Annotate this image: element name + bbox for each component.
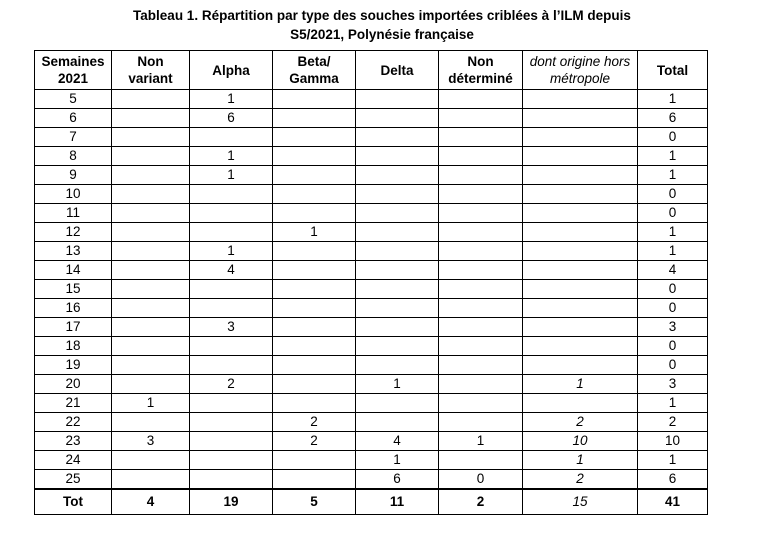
cell-beta-gamma xyxy=(273,109,356,128)
header-non-determine xyxy=(439,51,523,90)
cell-beta-gamma xyxy=(273,90,356,109)
cell-delta: 1 xyxy=(356,375,439,394)
cell-beta-gamma xyxy=(273,394,356,413)
cell-non-determine xyxy=(439,299,523,318)
cell-beta-gamma xyxy=(273,166,356,185)
cell-non-variant xyxy=(112,280,190,299)
header-label-line-1: Delta xyxy=(380,62,414,78)
table-row xyxy=(35,128,708,147)
cell-semaine: 23 xyxy=(35,432,112,451)
cell-total: 3 xyxy=(638,375,708,394)
table-row xyxy=(35,204,708,223)
cell-semaine: 11 xyxy=(35,204,112,223)
header-alpha xyxy=(190,51,273,90)
cell-delta xyxy=(356,204,439,223)
table-row xyxy=(35,109,708,128)
cell-delta xyxy=(356,147,439,166)
cell-origine-hors-metropole xyxy=(523,90,638,109)
cell-beta-gamma xyxy=(273,204,356,223)
cell-delta xyxy=(356,413,439,432)
total-label: Tot xyxy=(35,489,112,515)
table-row xyxy=(35,413,708,432)
cell-non-variant xyxy=(112,261,190,280)
total-delta: 11 xyxy=(356,489,439,515)
cell-beta-gamma xyxy=(273,280,356,299)
table-row xyxy=(35,242,708,261)
cell-total: 6 xyxy=(638,109,708,128)
cell-origine-hors-metropole xyxy=(523,223,638,242)
table-row xyxy=(35,318,708,337)
header-non-variant xyxy=(112,51,190,90)
cell-non-determine xyxy=(439,318,523,337)
cell-beta-gamma: 2 xyxy=(273,413,356,432)
cell-delta: 1 xyxy=(356,451,439,470)
cell-alpha: 3 xyxy=(190,318,273,337)
cell-alpha: 1 xyxy=(190,166,273,185)
cell-total: 0 xyxy=(638,337,708,356)
cell-non-determine xyxy=(439,204,523,223)
cell-origine-hors-metropole xyxy=(523,356,638,375)
cell-alpha: 1 xyxy=(190,90,273,109)
cell-total: 1 xyxy=(638,147,708,166)
repartition-table xyxy=(34,50,708,515)
cell-semaine: 21 xyxy=(35,394,112,413)
total-total: 41 xyxy=(638,489,708,515)
header-label-line-2: variant xyxy=(128,71,173,86)
cell-origine-hors-metropole xyxy=(523,299,638,318)
cell-origine-hors-metropole: 1 xyxy=(523,451,638,470)
cell-delta xyxy=(356,185,439,204)
cell-non-variant xyxy=(112,242,190,261)
table-row xyxy=(35,223,708,242)
cell-delta xyxy=(356,299,439,318)
header-label-line-2: déterminé xyxy=(448,71,513,86)
cell-alpha xyxy=(190,337,273,356)
cell-delta xyxy=(356,394,439,413)
cell-alpha xyxy=(190,432,273,451)
cell-beta-gamma xyxy=(273,337,356,356)
cell-alpha xyxy=(190,299,273,318)
cell-non-variant xyxy=(112,109,190,128)
cell-semaine: 17 xyxy=(35,318,112,337)
cell-delta xyxy=(356,109,439,128)
cell-semaine: 9 xyxy=(35,166,112,185)
cell-delta: 4 xyxy=(356,432,439,451)
cell-non-determine xyxy=(439,242,523,261)
cell-total: 0 xyxy=(638,204,708,223)
cell-beta-gamma xyxy=(273,242,356,261)
cell-non-variant: 3 xyxy=(112,432,190,451)
cell-non-determine xyxy=(439,185,523,204)
cell-delta xyxy=(356,337,439,356)
cell-total: 4 xyxy=(638,261,708,280)
cell-non-variant xyxy=(112,166,190,185)
table-row xyxy=(35,375,708,394)
cell-total: 3 xyxy=(638,318,708,337)
cell-non-determine xyxy=(439,375,523,394)
cell-beta-gamma xyxy=(273,356,356,375)
cell-semaine: 25 xyxy=(35,470,112,490)
total-origine-hors-metropole: 15 xyxy=(523,489,638,515)
cell-beta-gamma xyxy=(273,185,356,204)
cell-semaine: 15 xyxy=(35,280,112,299)
cell-non-variant xyxy=(112,356,190,375)
table-row xyxy=(35,280,708,299)
cell-origine-hors-metropole: 1 xyxy=(523,375,638,394)
cell-origine-hors-metropole xyxy=(523,280,638,299)
cell-non-determine xyxy=(439,394,523,413)
cell-total: 0 xyxy=(638,299,708,318)
cell-non-variant xyxy=(112,318,190,337)
cell-alpha xyxy=(190,223,273,242)
cell-origine-hors-metropole xyxy=(523,242,638,261)
cell-semaine: 22 xyxy=(35,413,112,432)
table-title-line-2: S5/2021, Polynésie française xyxy=(290,27,474,42)
table-title-line-1: Tableau 1. Répartition par type des souches importées criblées à l’ILM depuis xyxy=(133,8,631,23)
cell-non-determine xyxy=(439,90,523,109)
cell-non-variant: 1 xyxy=(112,394,190,413)
cell-non-variant xyxy=(112,185,190,204)
cell-beta-gamma xyxy=(273,299,356,318)
cell-semaine: 20 xyxy=(35,375,112,394)
cell-origine-hors-metropole xyxy=(523,337,638,356)
table-row xyxy=(35,299,708,318)
cell-non-determine xyxy=(439,128,523,147)
cell-total: 0 xyxy=(638,185,708,204)
cell-non-variant xyxy=(112,223,190,242)
cell-non-variant xyxy=(112,337,190,356)
cell-non-variant xyxy=(112,128,190,147)
header-label-line-1: Beta/ xyxy=(297,54,331,69)
cell-origine-hors-metropole xyxy=(523,128,638,147)
header-label-line-1: Total xyxy=(656,62,689,78)
cell-semaine: 5 xyxy=(35,90,112,109)
cell-delta xyxy=(356,280,439,299)
cell-beta-gamma xyxy=(273,261,356,280)
cell-delta xyxy=(356,128,439,147)
cell-semaine: 13 xyxy=(35,242,112,261)
cell-alpha xyxy=(190,394,273,413)
cell-total: 0 xyxy=(638,280,708,299)
cell-total: 0 xyxy=(638,128,708,147)
cell-delta xyxy=(356,261,439,280)
header-row xyxy=(35,51,708,90)
cell-origine-hors-metropole xyxy=(523,166,638,185)
cell-total: 1 xyxy=(638,451,708,470)
cell-alpha xyxy=(190,128,273,147)
cell-non-variant xyxy=(112,299,190,318)
table-row xyxy=(35,90,708,109)
table-row xyxy=(35,147,708,166)
cell-semaine: 18 xyxy=(35,337,112,356)
cell-total: 1 xyxy=(638,166,708,185)
header-label-line-1: Non xyxy=(137,54,164,69)
cell-alpha: 1 xyxy=(190,147,273,166)
cell-semaine: 6 xyxy=(35,109,112,128)
table-row xyxy=(35,356,708,375)
cell-total: 6 xyxy=(638,470,708,490)
table-row xyxy=(35,470,708,490)
cell-beta-gamma xyxy=(273,470,356,490)
cell-origine-hors-metropole xyxy=(523,318,638,337)
cell-origine-hors-metropole xyxy=(523,261,638,280)
cell-beta-gamma xyxy=(273,128,356,147)
header-label-line-1: Alpha xyxy=(212,62,250,78)
header-label-line-1: Non xyxy=(467,54,494,69)
cell-beta-gamma xyxy=(273,147,356,166)
header-label-line-2: Gamma xyxy=(289,71,339,86)
cell-alpha xyxy=(190,413,273,432)
cell-semaine: 7 xyxy=(35,128,112,147)
cell-alpha xyxy=(190,356,273,375)
cell-semaine: 10 xyxy=(35,185,112,204)
cell-beta-gamma: 2 xyxy=(273,432,356,451)
cell-non-determine xyxy=(439,356,523,375)
table-body xyxy=(35,90,708,515)
cell-total: 0 xyxy=(638,356,708,375)
cell-semaine: 14 xyxy=(35,261,112,280)
cell-origine-hors-metropole: 2 xyxy=(523,413,638,432)
cell-semaine: 12 xyxy=(35,223,112,242)
cell-non-variant xyxy=(112,470,190,490)
cell-alpha xyxy=(190,451,273,470)
cell-non-determine xyxy=(439,109,523,128)
cell-non-determine xyxy=(439,337,523,356)
header-total xyxy=(638,51,708,90)
table-row xyxy=(35,185,708,204)
cell-beta-gamma xyxy=(273,375,356,394)
cell-delta xyxy=(356,166,439,185)
total-beta-gamma: 5 xyxy=(273,489,356,515)
cell-non-determine xyxy=(439,261,523,280)
total-non-variant: 4 xyxy=(112,489,190,515)
cell-beta-gamma xyxy=(273,318,356,337)
total-row xyxy=(35,489,708,515)
cell-semaine: 24 xyxy=(35,451,112,470)
header-label-line-1: Semaines xyxy=(41,54,105,69)
cell-alpha: 6 xyxy=(190,109,273,128)
cell-total: 1 xyxy=(638,223,708,242)
cell-non-variant xyxy=(112,204,190,223)
header-semaines xyxy=(35,51,112,90)
cell-alpha xyxy=(190,470,273,490)
header-label-line-2: 2021 xyxy=(57,71,89,86)
cell-beta-gamma xyxy=(273,451,356,470)
cell-non-variant xyxy=(112,147,190,166)
table-row xyxy=(35,432,708,451)
cell-delta xyxy=(356,318,439,337)
table-row xyxy=(35,394,708,413)
header-beta-gamma xyxy=(273,51,356,90)
cell-non-determine xyxy=(439,166,523,185)
table-title xyxy=(0,6,764,44)
cell-semaine: 8 xyxy=(35,147,112,166)
cell-origine-hors-metropole: 10 xyxy=(523,432,638,451)
cell-non-determine xyxy=(439,147,523,166)
cell-non-determine xyxy=(439,451,523,470)
header-origine-hors-metropole xyxy=(523,51,638,90)
cell-alpha: 4 xyxy=(190,261,273,280)
cell-non-variant xyxy=(112,451,190,470)
cell-non-variant xyxy=(112,413,190,432)
cell-non-determine xyxy=(439,413,523,432)
cell-beta-gamma: 1 xyxy=(273,223,356,242)
cell-total: 10 xyxy=(638,432,708,451)
table-row xyxy=(35,337,708,356)
cell-non-variant xyxy=(112,90,190,109)
cell-origine-hors-metropole xyxy=(523,204,638,223)
cell-total: 1 xyxy=(638,90,708,109)
cell-delta: 6 xyxy=(356,470,439,490)
cell-alpha xyxy=(190,185,273,204)
cell-alpha: 1 xyxy=(190,242,273,261)
cell-semaine: 16 xyxy=(35,299,112,318)
cell-non-determine: 0 xyxy=(439,470,523,490)
cell-non-determine: 1 xyxy=(439,432,523,451)
cell-delta xyxy=(356,356,439,375)
total-alpha: 19 xyxy=(190,489,273,515)
cell-delta xyxy=(356,223,439,242)
cell-origine-hors-metropole xyxy=(523,147,638,166)
header-label-line-1: dont origine hors xyxy=(529,54,631,69)
table-row xyxy=(35,261,708,280)
cell-total: 1 xyxy=(638,394,708,413)
cell-non-determine xyxy=(439,223,523,242)
cell-delta xyxy=(356,90,439,109)
table-row xyxy=(35,166,708,185)
total-non-determine: 2 xyxy=(439,489,523,515)
cell-total: 1 xyxy=(638,242,708,261)
cell-origine-hors-metropole: 2 xyxy=(523,470,638,490)
header-delta xyxy=(356,51,439,90)
cell-alpha: 2 xyxy=(190,375,273,394)
cell-total: 2 xyxy=(638,413,708,432)
cell-non-determine xyxy=(439,280,523,299)
table-row xyxy=(35,451,708,470)
cell-semaine: 19 xyxy=(35,356,112,375)
cell-delta xyxy=(356,242,439,261)
cell-alpha xyxy=(190,204,273,223)
cell-alpha xyxy=(190,280,273,299)
cell-origine-hors-metropole xyxy=(523,109,638,128)
cell-origine-hors-metropole xyxy=(523,185,638,204)
cell-non-variant xyxy=(112,375,190,394)
cell-origine-hors-metropole xyxy=(523,394,638,413)
header-label-line-2: métropole xyxy=(549,71,611,86)
